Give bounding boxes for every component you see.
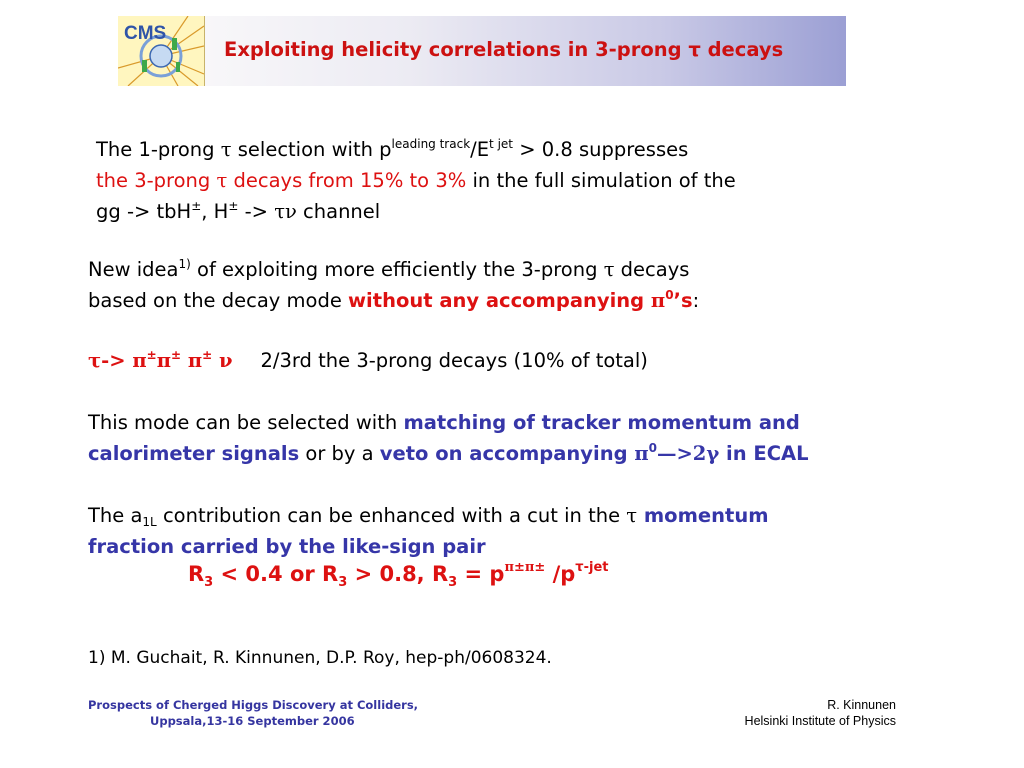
ratio-formula: $R_3 < 0.4$ or $R_3 > 0.8$, $R_3 = p^{\pi\pm\pi\pm}$ $/p^{\tau-jet}$ [188,560,609,590]
slide-header [118,16,846,86]
footer-conference [88,697,418,729]
idea-line-2: based on the decay mode without any accompanying $\pi^0’s$: [88,288,700,312]
contribution-line-2: fraction carried by the like-sign pair [88,535,486,558]
contribution-line-1: The $a_{1L}$ contribution can be enhanced with a cut in the τ momentum [88,504,769,529]
footer-author [745,697,896,729]
mode-paragraph [88,407,809,469]
intro-line-3: gg -> tbH±, H± -> τν channel [96,199,381,223]
footer-conference-title: Prospects of Cherged Higgs Discovery at Colliders, [88,698,419,712]
mode-line-1: This mode can be selected with matching of tracker momentum and [88,411,800,434]
mode-line-2: calorimeter signals or by a veto on accompanying $\pi^0—>2\gamma$ in ECAL [88,441,809,465]
cms-logo [118,16,205,86]
reference-footnote: 1) M. Guchait, R. Kinnunen, D.P. Roy, hep-ph/0608324. [88,648,552,668]
decay-line: τ-> π±π± π± ν 2/3rd the 3-prong decays (10% of total) [88,348,648,372]
idea-line-1: New idea$^{1)}$ of exploiting more efficiently the 3-prong τ decays [88,257,690,281]
footer-conference-date: Uppsala,13-16 September 2006 [150,714,355,728]
footer-author-affiliation: Helsinki Institute of Physics [744,714,896,728]
intro-line-2: the 3-prong τ decays from 15% to 3% in the full simulation of the [96,169,736,192]
idea-paragraph [88,254,699,316]
footer-author-name: R. Kinnunen [827,698,896,712]
logo-text: CMS [124,23,167,44]
intro-paragraph [96,134,736,227]
decay-description: 2/3rd the 3-prong decays (10% of total) [260,349,648,372]
slide-title: Exploiting helicity correlations in 3-prong τ decays [224,38,784,61]
intro-line-1: The 1-prong τ selection with $p^{leading track}/E^{t jet} > 0.8$ suppresses [96,137,689,161]
contribution-paragraph [88,500,769,562]
